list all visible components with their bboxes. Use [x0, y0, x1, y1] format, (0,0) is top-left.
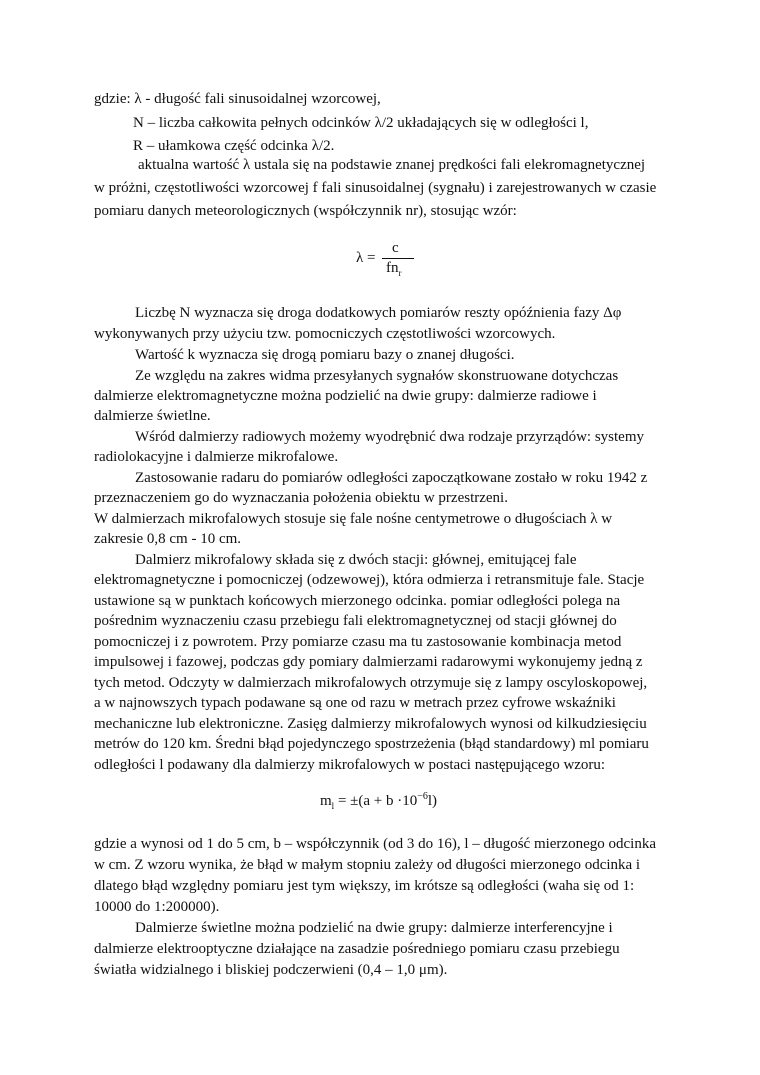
text-line: światła widzialnego i bliskiej podczerwieni (0,4 – 1,0 μm).	[94, 962, 448, 978]
text-line: odległości l podawany dla dalmierzy mikrofalowych w postaci następującego wzoru:	[94, 757, 606, 773]
formula-lhs: λ =	[356, 250, 376, 266]
text-line: zakresie 0,8 cm - 10 cm.	[94, 531, 242, 547]
text-line: Ze względu na zakres widma przesyłanych sygnałów skonstruowane dotychczas	[135, 368, 619, 384]
text-line: w próżni, częstotliwości wzorcowej f fali sinusoidalnej (sygnału) i zarejestrowanych w czasie	[94, 180, 657, 196]
formula-mean-error: $m_l = \pm(a + b \cdot 10^{-6}l)$	[320, 791, 438, 811]
text-line: mechaniczne lub elektroniczne. Zasięg dalmierzy mikrofalowych wynosi od kilkudziesięciu	[94, 716, 647, 732]
formula-lambda	[356, 238, 416, 278]
formula-numerator: c	[392, 240, 399, 256]
text-line: Wśród dalmierzy radiowych możemy wyodrębnić dwa rodzaje przyrządów: systemy	[135, 429, 644, 445]
text-line: pośrednim wyznaczeniu czasu przebiegu fali elektromagnetycznej od stacji głównej do	[94, 613, 617, 629]
text-line: Dalmierze świetlne można podzielić na dwie grupy: dalmierze interferencyjne i	[135, 920, 613, 936]
text-line: pomiaru danych meteorologicznych (współczynnik nr), stosując wzór:	[94, 203, 517, 219]
text-line: ustawione są w punktach końcowych mierzonego odcinka. pomiar odległości polega na	[94, 593, 621, 609]
text-line: Zastosowanie radaru do pomiarów odległości zapoczątkowane zostało w roku 1942 z	[135, 470, 648, 486]
text-line: dalmierze elektrooptyczne działające na zasadzie pośredniego pomiaru czasu przebiegu	[94, 941, 620, 957]
text-line: R – ułamkowa część odcinka λ/2.	[133, 138, 335, 154]
text-line: Wartość k wyznacza się drogą pomiaru bazy o znanej długości.	[135, 347, 515, 363]
text-line: impulsowej i fazowej, podczas gdy pomiary dalmierzami radarowymi wykonujemy jedną z	[94, 654, 643, 670]
text-line: dlatego błąd względny pomiaru jest tym większy, im krótsze są odległości (waha się od 1:	[94, 878, 635, 894]
text-line: N – liczba całkowita pełnych odcinków λ/2 układających się w odległości l,	[133, 115, 589, 131]
text-line: a w najnowszych typach podawane są one od razu w metrach przez cyfrowe wskaźniki	[94, 695, 616, 711]
text-line: radiolokacyjne i dalmierze mikrofalowe.	[94, 449, 339, 465]
text-line: W dalmierzach mikrofalowych stosuje się fale nośne centymetrowe o długościach λ w	[94, 511, 613, 527]
text-line: 10000 do 1:200000).	[94, 899, 220, 915]
text-line: elektromagnetyczne i pomocniczej (odzewowej), która odmierza i retransmituje fale. Stacje	[94, 572, 645, 588]
text-line: wykonywanych przy użyciu tzw. pomocniczych częstotliwości wzorcowych.	[94, 326, 556, 342]
text-line: przeznaczeniem go do wyznaczania położenia obiektu w przestrzeni.	[94, 490, 508, 506]
text-line: gdzie: λ - długość fali sinusoidalnej wzorcowej,	[94, 91, 381, 107]
text-line: pomocniczej i z powrotem. Przy pomiarze czasu ma tu zastosowanie kombinacja metod	[94, 634, 622, 650]
text-line: w cm. Z wzoru wynika, że błąd w małym stopniu zależy od długości mierzonego odcinka i	[94, 857, 641, 873]
text-line: dalmierze elektromagnetyczne można podzielić na dwie grupy: dalmierze radiowe i	[94, 388, 597, 404]
text-line: dalmierze świetlne.	[94, 408, 211, 424]
text-line: tych metod. Odczyty w dalmierzach mikrofalowych otrzymuje się z lampy oscyloskopowej,	[94, 675, 648, 691]
text-line: aktualna wartość λ ustala się na podstawie znanej prędkości fali elekromagnetycznej	[138, 157, 646, 173]
formula-denominator: $fn_r$	[386, 260, 402, 278]
text-line: Liczbę N wyznacza się droga dodatkowych pomiarów reszty opóźnienia fazy Δφ	[135, 305, 622, 321]
text-line: metrów do 120 km. Średni błąd pojedynczego spostrzeżenia (błąd standardowy) ml pomiaru	[94, 736, 649, 752]
text-line: Dalmierz mikrofalowy składa się z dwóch stacji: głównej, emitującej fale	[135, 552, 577, 568]
text-line: gdzie a wynosi od 1 do 5 cm, b – współczynnik (od 3 do 16), l – długość mierzonego odcinka	[94, 836, 656, 852]
